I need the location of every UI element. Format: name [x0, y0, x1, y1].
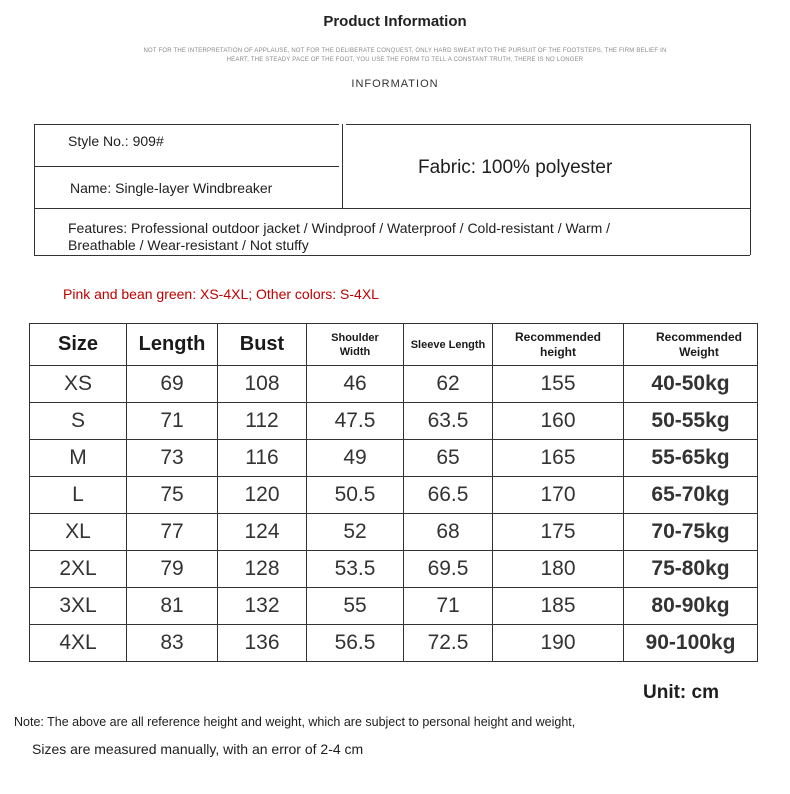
cell-weight: 70-75kg [624, 514, 758, 551]
cell-height: 180 [493, 551, 624, 588]
tagline [130, 47, 680, 65]
features-line-2: Breathable / Wear-resistant / Not stuffy [68, 237, 309, 253]
fabric: Fabric: 100% polyester [418, 157, 613, 178]
cell-bust: 128 [218, 551, 307, 588]
features-line-1: Features: Professional outdoor jacket / Windproof / Waterproof / Cold-resistant / Warm / [68, 220, 611, 236]
cell-sleeve: 69.5 [404, 551, 493, 588]
cell-length: 73 [127, 440, 218, 477]
cell-height: 165 [493, 440, 624, 477]
box-line [34, 208, 750, 209]
features [68, 220, 744, 254]
cell-height: 190 [493, 625, 624, 662]
cell-weight: 50-55kg [624, 403, 758, 440]
header-height-line-2: height [540, 344, 576, 359]
header-weight-line-2: Weight [679, 344, 719, 359]
cell-bust: 112 [218, 403, 307, 440]
header-height [493, 324, 624, 366]
cell-bust: 132 [218, 588, 307, 625]
cell-bust: 120 [218, 477, 307, 514]
header-height-line-1: Recommended [514, 329, 602, 344]
cell-sleeve: 72.5 [404, 625, 493, 662]
table-row [30, 403, 758, 440]
cell-shoulder: 56.5 [307, 625, 404, 662]
cell-bust: 108 [218, 366, 307, 403]
header-weight-line-1: Recommended [655, 329, 743, 344]
tagline-line-2: HEART, THE STEADY PACE OF THE FOOT, YOU USE THE FORM TO TELL A CONSTANT TRUTH, THERE IS NO LONGER [226, 57, 584, 63]
table-row [30, 440, 758, 477]
cell-shoulder: 55 [307, 588, 404, 625]
header-shoulder-line-1: Shoulder [331, 331, 379, 344]
cell-size: XL [30, 514, 127, 551]
cell-height: 175 [493, 514, 624, 551]
box-line [34, 166, 339, 167]
cell-sleeve: 63.5 [404, 403, 493, 440]
table-row [30, 588, 758, 625]
cell-shoulder: 47.5 [307, 403, 404, 440]
cell-length: 79 [127, 551, 218, 588]
cell-shoulder: 52 [307, 514, 404, 551]
page-title: Product Information [323, 13, 467, 30]
cell-bust: 124 [218, 514, 307, 551]
cell-sleeve: 68 [404, 514, 493, 551]
cell-sleeve: 71 [404, 588, 493, 625]
box-line [34, 124, 35, 255]
header-shoulder [307, 324, 404, 366]
cell-shoulder: 50.5 [307, 477, 404, 514]
cell-length: 81 [127, 588, 218, 625]
cell-sleeve: 65 [404, 440, 493, 477]
box-line [750, 124, 751, 255]
cell-size: M [30, 440, 127, 477]
table-row [30, 366, 758, 403]
box-line [342, 124, 343, 209]
cell-weight: 40-50kg [624, 366, 758, 403]
note-line-2: Sizes are measured manually, with an error of 2-4 cm [32, 741, 364, 757]
header-shoulder-line-2: Width [339, 345, 371, 358]
size-table [29, 323, 758, 662]
cell-weight: 55-65kg [624, 440, 758, 477]
unit-label: Unit: cm [643, 682, 719, 703]
box-line [34, 124, 339, 125]
section-subtitle: INFORMATION [351, 78, 439, 90]
table-row [30, 551, 758, 588]
cell-weight: 75-80kg [624, 551, 758, 588]
cell-length: 71 [127, 403, 218, 440]
cell-height: 160 [493, 403, 624, 440]
header-size: Size [30, 324, 127, 366]
cell-length: 75 [127, 477, 218, 514]
cell-sleeve: 62 [404, 366, 493, 403]
table-row [30, 625, 758, 662]
cell-height: 185 [493, 588, 624, 625]
cell-weight: 65-70kg [624, 477, 758, 514]
cell-shoulder: 46 [307, 366, 404, 403]
size-table-body [30, 366, 758, 662]
cell-size: 3XL [30, 588, 127, 625]
cell-shoulder: 49 [307, 440, 404, 477]
cell-length: 83 [127, 625, 218, 662]
table-row [30, 514, 758, 551]
header-sleeve: Sleeve Length [404, 324, 493, 366]
cell-size: 4XL [30, 625, 127, 662]
header-length: Length [127, 324, 218, 366]
cell-weight: 90-100kg [624, 625, 758, 662]
cell-height: 155 [493, 366, 624, 403]
tagline-line-1: NOT FOR THE INTERPRETATION OF APPLAUSE, NOT FOR THE DELIBERATE CONQUEST, ONLY HARD SWEAT INTO THE PURSUIT OF THE FOOTSTEPS, THE FIRM BELIEF IN [143, 48, 667, 54]
cell-size: 2XL [30, 551, 127, 588]
cell-bust: 116 [218, 440, 307, 477]
cell-sleeve: 66.5 [404, 477, 493, 514]
table-header-row [30, 324, 758, 366]
cell-size: L [30, 477, 127, 514]
color-size-note: Pink and bean green: XS-4XL; Other colors: S-4XL [63, 286, 379, 302]
box-line [346, 124, 750, 125]
box-line [34, 255, 750, 256]
cell-length: 69 [127, 366, 218, 403]
cell-bust: 136 [218, 625, 307, 662]
cell-height: 170 [493, 477, 624, 514]
cell-length: 77 [127, 514, 218, 551]
cell-size: XS [30, 366, 127, 403]
product-name: Name: Single-layer Windbreaker [70, 180, 273, 196]
cell-weight: 80-90kg [624, 588, 758, 625]
note-line-1: Note: The above are all reference height and weight, which are subject to personal height and weight, [14, 715, 576, 729]
header-bust: Bust [218, 324, 307, 366]
style-number: Style No.: 909# [68, 133, 164, 149]
header-weight [624, 324, 758, 366]
cell-size: S [30, 403, 127, 440]
table-row [30, 477, 758, 514]
cell-shoulder: 53.5 [307, 551, 404, 588]
